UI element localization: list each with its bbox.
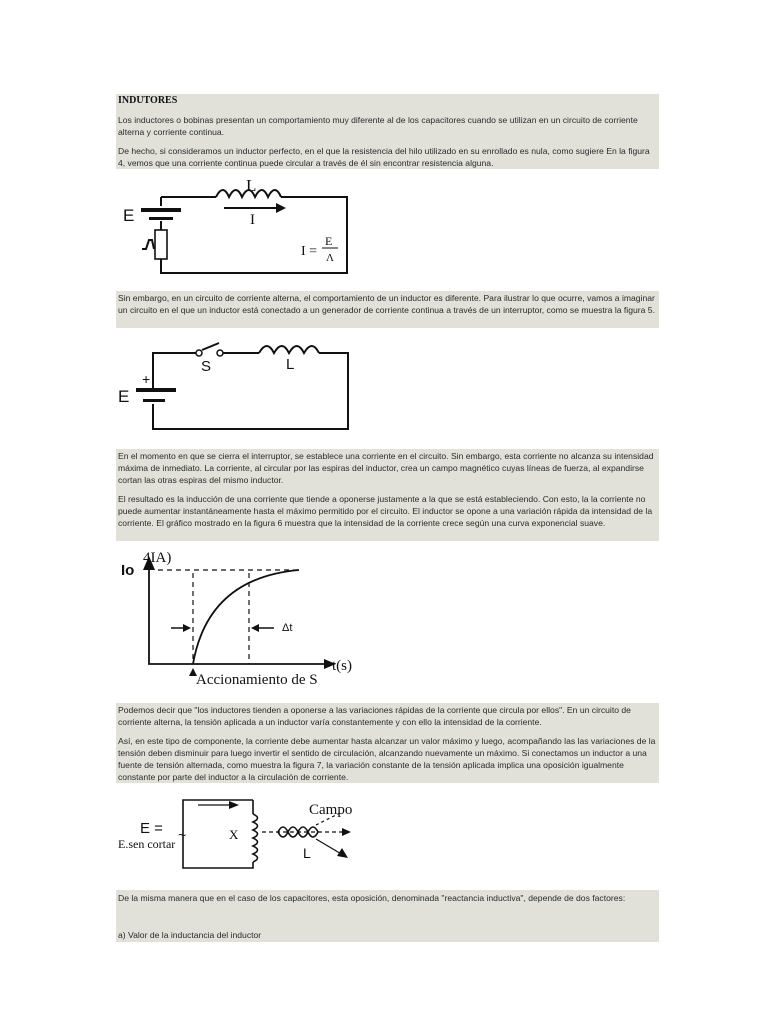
figure-4-circuit — [116, 176, 366, 282]
figure-6-graph — [116, 546, 366, 692]
fig4-formula-den: Λ — [326, 252, 334, 264]
paragraph-4: En el momento en que se cierra el interruptor, se establece una corriente en el circuito. Sin embargo, esta corriente no alcanza su intensidad máxima de inmediato. La corriente, al circular por las espiras del inductor, crea un campo magnético cuyas líneas de fuerza, al expandirse cortan las otras espiras del mismo inductor. — [118, 451, 654, 485]
paragraph-8: De la misma manera que en el caso de los capacitores, esta oposición, denominada "reactancia inductiva", depende de dos factores: — [118, 893, 626, 903]
fig5-label-S: S — [201, 358, 212, 375]
fig6-x-label: t(s) — [332, 658, 352, 674]
paragraph-3: Sin embargo, en un circuito de corriente alterna, el comportamiento de un inductor es diferente. Para ilustrar lo que ocurre, vamos a imaginar un circuito en el que un inductor está conectado a un generador de corriente continua a través de un interruptor, como se muestra la figura 5. — [118, 293, 655, 315]
fig7-label-E: E = — [140, 820, 163, 837]
fig7-label-L: L — [303, 845, 311, 861]
fig5-label-plus: + — [142, 371, 151, 387]
fig4-formula-I: I = — [301, 244, 318, 259]
fig4-label-E: E — [123, 206, 135, 225]
paragraph-7: Así, en este tipo de componente, la corriente debe aumentar hasta alcanzar un valor máximo y luego, acompañando las las variaciones de la tensión deben disminuir para luego invertir el sentido de circulación, alcanzando nuevamente un máximo. Si conectamos un inductor a una fuente de tensión alternada, como muestra la figura 7, la variación constante de la tensión aplicada implica una oposición igualmente constante por parte del inductor a la circulación de corriente. — [118, 736, 656, 782]
paragraph-6: Podemos decir que "los inductores tienden a oponerse a las variaciones rápidas de la corriente que circula por ellos". En un circuito de corriente alterna, la tensión aplicada a un inductor varía constantemente y con ello la intensidad de la corriente. — [118, 705, 631, 727]
fig6-caption: Accionamiento de S — [196, 672, 318, 688]
fig6-y-label: 4IA) — [143, 550, 172, 566]
fig5-label-E: E — [118, 387, 130, 406]
fig7-label-esen: E.sen cortar — [118, 837, 176, 851]
page-title: INDUTORES — [118, 95, 178, 106]
paragraph-5: El resultado es la inducción de una corriente que tiende a oponerse justamente a la que se está estableciendo. Con esto, la la corriente no puede aumentar instantáneamente hasta el máximo permitido por el circuito. El inductor se opone a una variación rápida da intensidad de la corriente. El gráfico mostrado en la figura 6 muestra que la intensidad de la corriente crece según una curva exponencial suave. — [118, 494, 653, 528]
fig7-label-campo: Campo — [309, 802, 353, 818]
paragraph-2: De hecho, si consideramos un inductor perfecto, en el que la resistencia del hilo utilizado en su enrollado es nula, como sugiere En la figura 4, vemos que una corriente continua puede circular a través de él sin encontrar resistencia alguna. — [118, 146, 650, 168]
paragraph-1: Los inductores o bobinas presentan un comportamiento muy diferente al de los capacitores cuando se utilizan en un circuito de corriente alterna y corriente continua. — [118, 115, 638, 137]
fig4-formula-num: E — [325, 234, 333, 248]
fig7-label-X: X — [229, 827, 239, 842]
figure-5-circuit — [116, 336, 356, 436]
figure-7-circuit — [116, 795, 366, 875]
fig6-i0-label: Io — [121, 562, 135, 579]
fig4-label-L: L — [246, 176, 257, 195]
fig4-label-I: I — [250, 212, 255, 228]
fig7-tilde: ~ — [178, 827, 187, 843]
fig5-label-L: L — [286, 356, 295, 373]
fig6-dt-label: Δt — [282, 622, 293, 634]
paragraph-9: a) Valor de la inductancia del inductor — [118, 930, 262, 940]
